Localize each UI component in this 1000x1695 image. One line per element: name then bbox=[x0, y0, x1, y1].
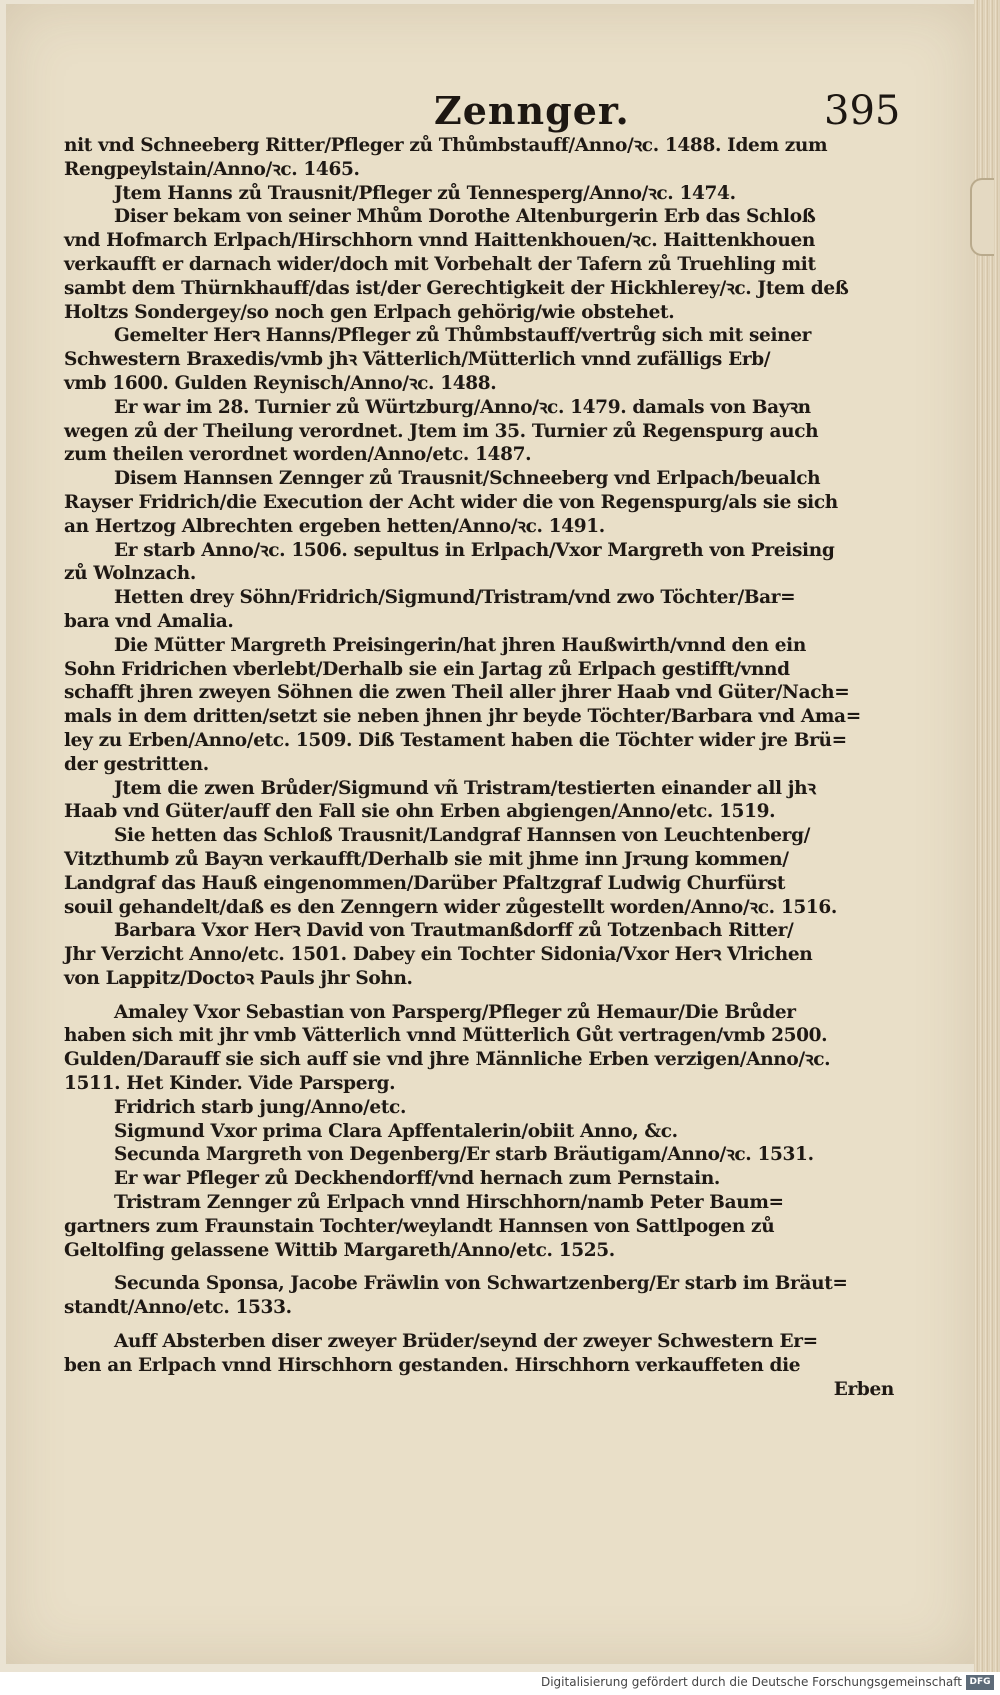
text-line: Secunda Margreth von Degenberg/Er starb Bräutigam/Anno/ꝛc. 1531. bbox=[114, 1144, 814, 1166]
text-line: an Hertzog Albrechten ergeben hetten/Anno/ꝛc. 1491. bbox=[64, 515, 605, 537]
text-line: wegen zů der Theilung verordnet. Jtem im 35. Turnier zů Regenspurg auch bbox=[64, 420, 819, 442]
text-line: zů Wolnzach. bbox=[64, 563, 196, 585]
text-line: Gulden/Darauff sie sich auff sie vnd jhre Männliche Erben verzigen/Anno/ꝛc. bbox=[64, 1049, 831, 1071]
text-line: Jtem Hanns zů Trausnit/Pfleger zů Tennesperg/Anno/ꝛc. 1474. bbox=[114, 182, 736, 204]
text-line: von Lappitz/Doctoꝛ Pauls jhr Sohn. bbox=[64, 967, 413, 989]
page-tab-marker bbox=[970, 178, 994, 256]
text-line: Die Mütter Margreth Preisingerin/hat jhren Haußwirth/vnnd den ein bbox=[114, 634, 806, 656]
text-line: zum theilen verordnet worden/Anno/etc. 1487. bbox=[64, 444, 532, 466]
text-line: Amaley Vxor Sebastian von Parsperg/Pfleger zů Hemaur/Die Brůder bbox=[114, 1001, 796, 1023]
text-line: mals in dem dritten/setzt sie neben jhnen jhr beyde Töchter/Barbara vnd Ama= bbox=[64, 706, 861, 728]
text-line: bara vnd Amalia. bbox=[64, 610, 234, 632]
text-line: Gemelter Herꝛ Hanns/Pfleger zů Thůmbstauff/vertrůg sich mit seiner bbox=[114, 325, 812, 347]
text-line: Landgraf das Hauß eingenommen/Darüber Pfaltzgraf Ludwig Churfürst bbox=[64, 872, 786, 894]
text-line: gartners zum Fraunstain Tochter/weylandt Hannsen von Sattlpogen zů bbox=[64, 1215, 775, 1237]
footer-bar bbox=[0, 1672, 1000, 1695]
funding-credit: Digitalisierung gefördert durch die Deutsche Forschungsgemeinschaft bbox=[540, 1675, 962, 1689]
text-line: Secunda Sponsa, Jacobe Fräwlin von Schwartzenberg/Er starb im Bräut= bbox=[114, 1273, 848, 1295]
text-line: Diser bekam von seiner Mhům Dorothe Altenburgerin Erb das Schloß bbox=[114, 206, 816, 228]
text-line: Sigmund Vxor prima Clara Apffentalerin/obiit Anno, &c. bbox=[114, 1120, 678, 1142]
text-line: Disem Hannsen Zennger zů Trausnit/Schneeberg vnd Erlpach/beualch bbox=[114, 468, 821, 490]
text-line: Geltolfing gelassene Wittib Margareth/Anno/etc. 1525. bbox=[64, 1239, 615, 1261]
running-head: Zennger. bbox=[434, 88, 630, 133]
page-header bbox=[6, 88, 906, 138]
text-line: Hetten drey Söhn/Fridrich/Sigmund/Tristram/vnd zwo Töchter/Bar= bbox=[114, 587, 796, 609]
text-line: souil gehandelt/daß es den Zenngern wider zůgestellt worden/Anno/ꝛc. 1516. bbox=[64, 896, 837, 918]
text-line: vmb 1600. Gulden Reynisch/Anno/ꝛc. 1488. bbox=[64, 372, 497, 394]
text-line: Vitzthumb zů Bayꝛn verkaufft/Derhalb sie mit jhme inn Jrꝛung kommen/ bbox=[64, 848, 789, 870]
text-line: Schwestern Braxedis/vmb jhꝛ Vätterlich/Mütterlich vnnd zufälligs Erb/ bbox=[64, 349, 771, 371]
text-line: standt/Anno/etc. 1533. bbox=[64, 1297, 292, 1319]
text-line: sambt dem Thürnkhauff/das ist/der Gerechtigkeit der Hickhlerey/ꝛc. Jtem deß bbox=[64, 277, 849, 299]
text-line: verkaufft er darnach wider/doch mit Vorbehalt der Tafern zů Truehling mit bbox=[64, 253, 816, 275]
page-body-text bbox=[64, 134, 894, 1401]
text-line: schafft jhren zweyen Söhnen die zwen Theil aller jhrer Haab vnd Güter/Nach= bbox=[64, 682, 850, 704]
text-line: vnd Hofmarch Erlpach/Hirschhorn vnnd Haittenkhouen/ꝛc. Haittenkhouen bbox=[64, 230, 815, 252]
text-line: Jhr Verzicht Anno/etc. 1501. Dabey ein Tochter Sidonia/Vxor Herꝛ Vlrichen bbox=[64, 944, 813, 966]
text-line: Er starb Anno/ꝛc. 1506. sepultus in Erlpach/Vxor Margreth von Preising bbox=[114, 539, 835, 561]
text-line: Haab vnd Güter/auff den Fall sie ohn Erben abgiengen/Anno/etc. 1519. bbox=[64, 801, 776, 823]
text-line: 1511. Het Kinder. Vide Parsperg. bbox=[64, 1073, 396, 1095]
text-line: Sie hetten das Schloß Trausnit/Landgraf Hannsen von Leuchtenberg/ bbox=[114, 825, 811, 847]
catchword: Erben bbox=[833, 1378, 894, 1400]
dfg-logo: DFG bbox=[966, 1675, 994, 1690]
text-line: Er war Pfleger zů Deckhendorff/vnd hernach zum Pernstain. bbox=[114, 1168, 721, 1190]
text-line: Sohn Fridrichen vberlebt/Derhalb sie ein Jartag zů Erlpach gestifft/vnnd bbox=[64, 658, 790, 680]
text-line: der gestritten. bbox=[64, 753, 209, 775]
book-page bbox=[6, 4, 974, 1664]
text-line: Holtzs Sondergey/so noch gen Erlpach gehörig/wie obstehet. bbox=[64, 301, 675, 323]
text-line: Er war im 28. Turnier zů Würtzburg/Anno/ꝛc. 1479. damals von Bayꝛn bbox=[114, 396, 811, 418]
text-line: ley zu Erben/Anno/etc. 1509. Diß Testament haben die Töchter wider jre Brü= bbox=[64, 729, 847, 751]
text-line: haben sich mit jhr vmb Vätterlich vnnd Mütterlich Gůt vertragen/vmb 2500. bbox=[64, 1025, 828, 1047]
text-line: Rengpeylstain/Anno/ꝛc. 1465. bbox=[64, 158, 360, 180]
text-line: Fridrich starb jung/Anno/etc. bbox=[114, 1096, 407, 1118]
text-line: ben an Erlpach vnnd Hirschhorn gestanden. Hirschhorn verkauffeten die bbox=[64, 1354, 801, 1376]
text-line: Rayser Fridrich/die Execution der Acht wider die von Regenspurg/als sie sich bbox=[64, 491, 838, 513]
text-line: Barbara Vxor Herꝛ David von Trautmanßdorff zů Totzenbach Ritter/ bbox=[114, 920, 794, 942]
text-line: nit vnd Schneeberg Ritter/Pfleger zů Thůmbstauff/Anno/ꝛc. 1488. Idem zum bbox=[64, 135, 828, 156]
page-number: 395 bbox=[824, 88, 901, 134]
text-line: Tristram Zennger zů Erlpach vnnd Hirschhorn/namb Peter Baum= bbox=[114, 1192, 784, 1214]
text-line: Auff Absterben diser zweyer Brüder/seynd der zweyer Schwestern Er= bbox=[114, 1331, 818, 1353]
text-line: Jtem die zwen Brůder/Sigmund vñ Tristram/testierten einander all jhꝛ bbox=[114, 777, 816, 799]
